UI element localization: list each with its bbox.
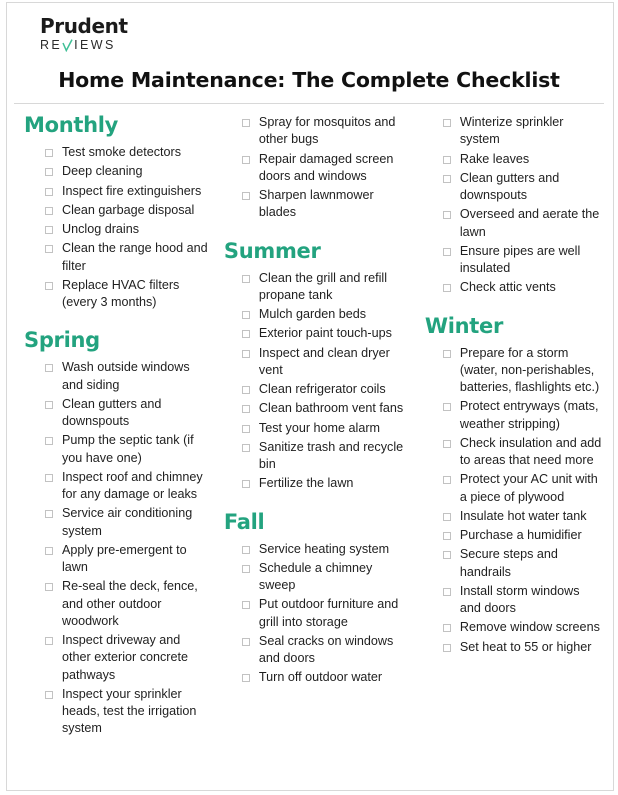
checklist-item[interactable] <box>24 578 210 630</box>
empty-checkbox-icon[interactable] <box>242 425 250 433</box>
checklist-group <box>425 114 602 297</box>
empty-checkbox-icon[interactable] <box>443 532 451 540</box>
empty-checkbox-icon[interactable] <box>242 405 250 413</box>
brand-logo-line1: Prudent <box>40 14 128 38</box>
checklist-item-label: Secure steps and handrails <box>459 547 558 579</box>
empty-checkbox-icon[interactable] <box>242 330 250 338</box>
checklist-item-label: Clean garbage disposal <box>62 202 195 217</box>
checklist-item-label: Apply pre-emergent to lawn <box>62 542 187 575</box>
empty-checkbox-icon[interactable] <box>242 350 250 358</box>
brand-logo-line2-prefix: RE <box>40 38 63 53</box>
empty-checkbox-icon[interactable] <box>242 119 250 127</box>
checklist-column-1 <box>12 114 216 740</box>
checklist-item-label: Sharpen lawnmower blades <box>258 188 374 220</box>
checklist-item[interactable] <box>425 435 602 470</box>
empty-checkbox-icon[interactable] <box>443 403 451 411</box>
empty-checkbox-icon[interactable] <box>45 583 53 591</box>
checklist-item[interactable] <box>224 400 409 417</box>
checklist-item-label: Overseed and aerate the lawn <box>459 207 600 239</box>
empty-checkbox-icon[interactable] <box>242 311 250 319</box>
checklist-item[interactable] <box>224 151 409 186</box>
page-header <box>0 0 618 104</box>
checklist-item[interactable] <box>425 471 602 506</box>
checklist-item[interactable] <box>224 420 409 437</box>
checklist-item[interactable] <box>224 439 409 474</box>
brand-logo <box>40 16 160 52</box>
checklist-item-label: Mulch garden beds <box>258 307 367 322</box>
checklist-item-label: Ensure pipes are well insulated <box>459 243 581 275</box>
checklist-item[interactable] <box>24 240 210 275</box>
checklist-group <box>224 541 409 687</box>
section-heading-spring: Spring <box>24 328 100 353</box>
checklist-group <box>224 114 409 222</box>
empty-checkbox-icon[interactable] <box>443 156 451 164</box>
checklist-item[interactable] <box>425 170 602 205</box>
empty-checkbox-icon[interactable] <box>242 601 250 609</box>
checklist-item-label: Replace HVAC filters (every 3 months) <box>62 277 180 310</box>
checklist-item[interactable] <box>24 144 210 161</box>
checklist-item[interactable] <box>224 596 409 631</box>
empty-checkbox-icon[interactable] <box>242 638 250 646</box>
empty-checkbox-icon[interactable] <box>45 188 53 196</box>
checklist-item[interactable] <box>24 469 210 504</box>
checklist-item-label: Inspect driveway and other exterior concrete pathways <box>62 633 188 682</box>
checklist-item[interactable] <box>24 396 210 431</box>
checklist-column-2 <box>216 114 415 689</box>
checklist-item-label: Clean gutters and downspouts <box>459 170 560 202</box>
checklist-item[interactable] <box>224 475 409 492</box>
empty-checkbox-icon[interactable] <box>45 691 53 699</box>
checklist-columns <box>0 104 618 740</box>
brand-logo-line2 <box>40 39 160 52</box>
checklist-item-label: Exterior paint touch-ups <box>258 326 392 341</box>
checklist-item-label: Install storm windows and doors <box>459 583 580 616</box>
checklist-item-label: Wash outside windows and siding <box>62 360 190 392</box>
checklist-item[interactable] <box>24 505 210 540</box>
checklist-item[interactable] <box>224 306 409 323</box>
checklist-item-label: Inspect fire extinguishers <box>62 183 202 198</box>
empty-checkbox-icon[interactable] <box>242 546 250 554</box>
checklist-item[interactable] <box>224 325 409 342</box>
checklist-item-label: Inspect your sprinkler heads, test the irrigation system <box>62 686 197 736</box>
checklist-item[interactable] <box>224 633 409 668</box>
checklist-item-label: Deep cleaning <box>62 164 143 179</box>
checklist-item[interactable] <box>224 187 409 222</box>
checklist-item-label: Clean gutters and downspouts <box>62 396 162 429</box>
checklist-item[interactable] <box>224 560 409 595</box>
checklist-item[interactable] <box>425 508 602 525</box>
checklist-item-label: Clean bathroom vent fans <box>258 401 404 416</box>
checklist-group <box>224 270 409 493</box>
page-title: Home Maintenance: The Complete Checklist <box>58 68 560 92</box>
empty-checkbox-icon[interactable] <box>242 674 250 682</box>
checklist-item-label: Test your home alarm <box>258 420 381 435</box>
checklist-item-label: Prepare for a storm (water, non-perishables, batteries, flashlights etc.) <box>459 345 600 395</box>
checklist-item-label: Insulate hot water tank <box>459 508 587 523</box>
checklist-group <box>425 345 602 656</box>
checklist-item[interactable] <box>425 546 602 581</box>
checklist-item[interactable] <box>425 345 602 397</box>
checklist-item[interactable] <box>24 163 210 180</box>
checklist-item-label: Put outdoor furniture and grill into storage <box>258 597 399 629</box>
checklist-item-label: Remove window screens <box>459 620 600 635</box>
empty-checkbox-icon[interactable] <box>45 245 53 253</box>
checklist-item-label: Protect your AC unit with a piece of plywood <box>459 472 598 504</box>
section-heading-summer: Summer <box>223 238 321 263</box>
empty-checkbox-icon[interactable] <box>242 565 250 573</box>
empty-checkbox-icon[interactable] <box>242 444 250 452</box>
empty-checkbox-icon[interactable] <box>443 513 451 521</box>
section-heading-winter: Winter <box>424 313 504 338</box>
empty-checkbox-icon[interactable] <box>443 248 451 256</box>
checklist-group <box>24 359 210 737</box>
checklist-item-label: Re-seal the deck, fence, and other outdoor woodwork <box>62 579 198 628</box>
checklist-item-label: Fertilize the lawn <box>258 476 354 491</box>
checklist-item[interactable] <box>425 243 602 278</box>
empty-checkbox-icon[interactable] <box>443 211 451 219</box>
empty-checkbox-icon[interactable] <box>45 168 53 176</box>
checklist-item-label: Clean refrigerator coils <box>258 382 386 397</box>
empty-checkbox-icon[interactable] <box>443 440 451 448</box>
checklist-item[interactable] <box>425 583 602 618</box>
checklist-item-label: Sanitize trash and recycle bin <box>258 439 404 472</box>
checklist-item-label: Set heat to 55 or higher <box>459 639 592 654</box>
empty-checkbox-icon[interactable] <box>45 510 53 518</box>
checklist-item[interactable] <box>224 270 409 305</box>
checklist-item[interactable] <box>24 632 210 684</box>
checklist-item-label: Purchase a humidifier <box>459 528 582 543</box>
checklist-item-label: Clean the grill and refill propane tank <box>258 270 388 302</box>
checklist-item-label: Inspect and clean dryer vent <box>258 345 390 377</box>
checklist-item[interactable] <box>24 277 210 312</box>
checklist-item[interactable] <box>24 359 210 394</box>
checklist-item[interactable] <box>425 151 602 168</box>
checklist-item[interactable] <box>24 183 210 200</box>
checklist-item[interactable] <box>224 345 409 380</box>
empty-checkbox-icon[interactable] <box>45 282 53 290</box>
section-heading-monthly: Monthly <box>24 113 119 137</box>
empty-checkbox-icon[interactable] <box>242 386 250 394</box>
checklist-item[interactable] <box>425 279 602 296</box>
empty-checkbox-icon[interactable] <box>45 547 53 555</box>
checklist-item[interactable] <box>425 206 602 241</box>
empty-checkbox-icon[interactable] <box>45 364 53 372</box>
empty-checkbox-icon[interactable] <box>45 226 53 234</box>
empty-checkbox-icon[interactable] <box>443 476 451 484</box>
empty-checkbox-icon[interactable] <box>443 624 451 632</box>
checklist-item-label: Winterize sprinkler system <box>459 115 564 147</box>
empty-checkbox-icon[interactable] <box>443 175 451 183</box>
check-mark-icon <box>62 39 73 52</box>
checklist-item-label: Unclog drains <box>62 222 140 237</box>
checklist-item-label: Pump the septic tank (if you have one) <box>62 433 194 465</box>
empty-checkbox-icon[interactable] <box>443 350 451 358</box>
checklist-item[interactable] <box>425 639 602 656</box>
checklist-item-label: Check attic vents <box>459 280 556 295</box>
checklist-item[interactable] <box>24 542 210 577</box>
checklist-item-label: Inspect roof and chimney for any damage or leaks <box>62 469 203 502</box>
checklist-item-label: Protect entryways (mats, weather stripping) <box>459 399 599 431</box>
empty-checkbox-icon[interactable] <box>443 284 451 292</box>
checklist-item[interactable] <box>425 527 602 544</box>
checklist-item-label: Schedule a chimney sweep <box>258 560 373 593</box>
empty-checkbox-icon[interactable] <box>45 637 53 645</box>
empty-checkbox-icon[interactable] <box>45 437 53 445</box>
empty-checkbox-icon[interactable] <box>45 474 53 482</box>
checklist-item-label: Spray for mosquitos and other bugs <box>258 115 396 147</box>
checklist-item-label: Test smoke detectors <box>62 145 181 160</box>
checklist-item-label: Repair damaged screen doors and windows <box>258 151 394 183</box>
checklist-item[interactable] <box>425 114 602 149</box>
empty-checkbox-icon[interactable] <box>242 275 250 283</box>
empty-checkbox-icon[interactable] <box>443 588 451 596</box>
checklist-item[interactable] <box>24 202 210 219</box>
empty-checkbox-icon[interactable] <box>242 156 250 164</box>
brand-logo-line2-suffix: IEWS <box>74 38 116 53</box>
checklist-item-label: Check insulation and add to areas that need more <box>459 435 602 468</box>
empty-checkbox-icon[interactable] <box>443 551 451 559</box>
checklist-item[interactable] <box>24 686 210 738</box>
checklist-item-label: Rake leaves <box>459 151 530 166</box>
checklist-item[interactable] <box>425 619 602 636</box>
checklist-group <box>24 144 210 311</box>
checklist-item[interactable] <box>224 381 409 398</box>
checklist-column-3 <box>415 114 606 658</box>
empty-checkbox-icon[interactable] <box>443 644 451 652</box>
empty-checkbox-icon[interactable] <box>45 149 53 157</box>
checklist-item-label: Service air conditioning system <box>62 506 193 538</box>
section-heading-fall: Fall <box>223 509 265 534</box>
checklist-item[interactable] <box>24 221 210 238</box>
checklist-item-label: Service heating system <box>258 541 390 556</box>
checklist-item[interactable] <box>224 541 409 558</box>
empty-checkbox-icon[interactable] <box>443 119 451 127</box>
checklist-item-label: Seal cracks on windows and doors <box>258 633 394 666</box>
checklist-item-label: Clean the range hood and filter <box>62 241 208 273</box>
empty-checkbox-icon[interactable] <box>45 401 53 409</box>
checklist-item[interactable] <box>224 669 409 686</box>
empty-checkbox-icon[interactable] <box>45 207 53 215</box>
empty-checkbox-icon[interactable] <box>242 192 250 200</box>
empty-checkbox-icon[interactable] <box>242 480 250 488</box>
checklist-item[interactable] <box>224 114 409 149</box>
checklist-item[interactable] <box>24 432 210 467</box>
checklist-item-label: Turn off outdoor water <box>258 670 383 685</box>
checklist-item[interactable] <box>425 398 602 433</box>
title-divider <box>14 103 604 104</box>
